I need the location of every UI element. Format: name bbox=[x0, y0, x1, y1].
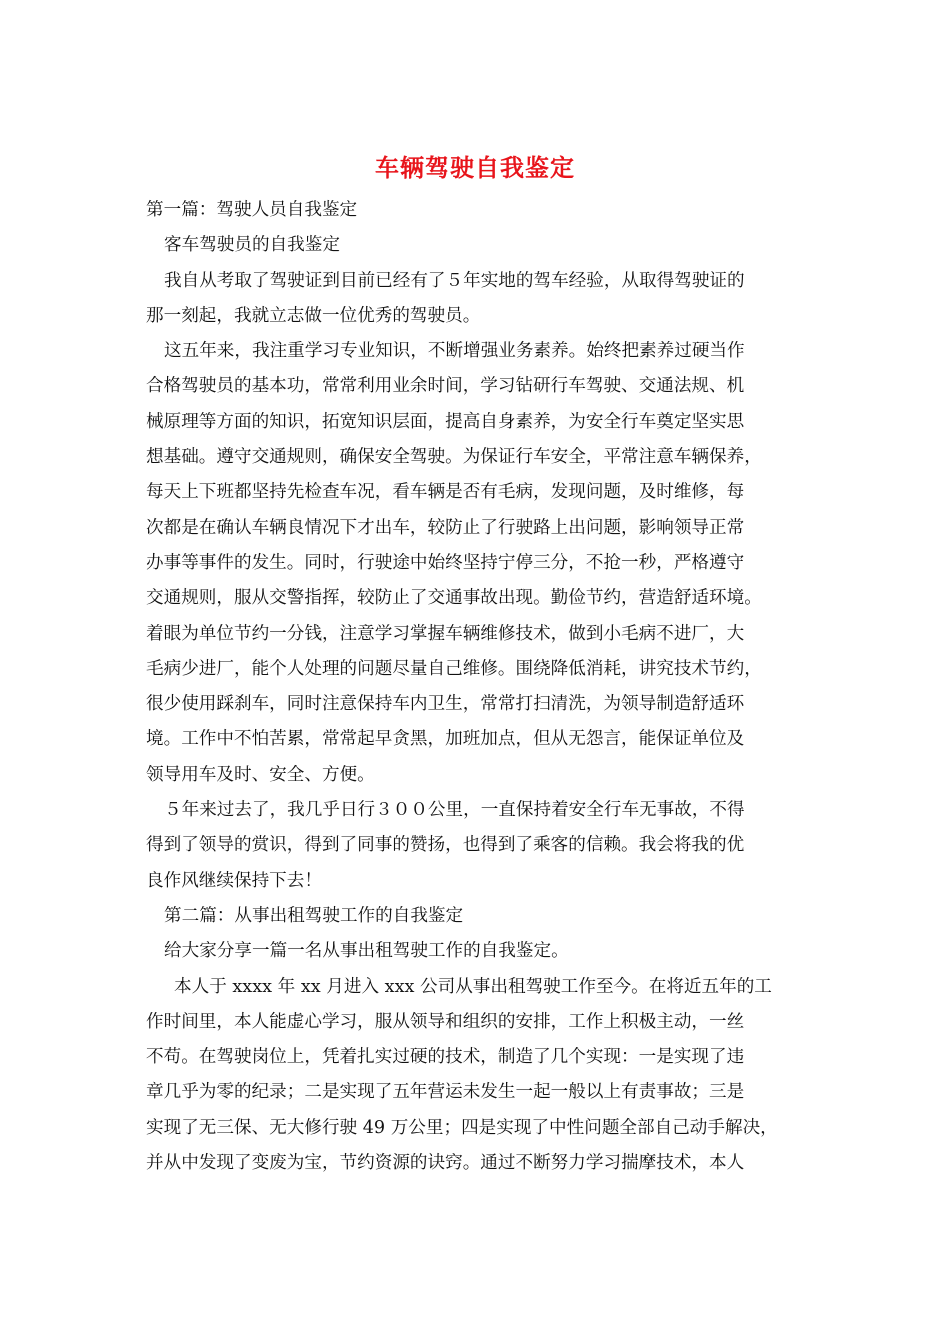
body-line: 很少使用踩刹车，同时注意保持车内卫生，常常打扫清洗，为领导制造舒适环 bbox=[146, 694, 745, 715]
body-line: 我自从考取了驾驶证到目前已经有了５年实地的驾车经验，从取得驾驶证的 bbox=[164, 270, 745, 291]
section-heading: 第二篇：从事出租驾驶工作的自我鉴定 bbox=[164, 905, 464, 926]
body-line: 客车驾驶员的自我鉴定 bbox=[164, 235, 340, 256]
body-line: 每天上下班都坚持先检查车况，看车辆是否有毛病，发现问题，及时维修，每 bbox=[146, 482, 745, 503]
body-line: 本人于 xxxx 年 xx 月进入 xxx 公司从事出租驾驶工作至今。在将近五年的工 bbox=[174, 976, 772, 997]
body-line: 良作风继续保持下去！ bbox=[146, 870, 322, 891]
body-line: 得到了领导的赏识，得到了同事的赞扬，也得到了乘客的信赖。我会将我的优 bbox=[146, 835, 745, 856]
body-line: 想基础。遵守交通规则，确保安全驾驶。为保证行车安全，平常注意车辆保养， bbox=[146, 447, 762, 468]
body-line: 办事等事件的发生。同时，行驶途中始终坚持宁停三分，不抢一秒，严格遵守 bbox=[146, 552, 745, 573]
body-line: 领导用车及时、安全、方便。 bbox=[146, 764, 375, 785]
body-line: 并从中发现了变废为宝，节约资源的诀窍。通过不断努力学习揣摩技术，本人 bbox=[146, 1153, 745, 1174]
body-line: 第一篇：驾驶人员自我鉴定 bbox=[146, 200, 358, 220]
body-line: 章几乎为零的纪录；二是实现了五年营运未发生一起一般以上有责事故；三是 bbox=[146, 1082, 745, 1103]
body-line: 次都是在确认车辆良情况下才出车，较防止了行驶路上出问题，影响领导正常 bbox=[146, 517, 745, 538]
body-line: 交通规则，服从交警指挥，较防止了交通事故出现。勤俭节约，营造舒适环境。 bbox=[146, 588, 762, 609]
body-line: 实现了无三保、无大修行驶 49 万公里；四是实现了中性问题全部自己动手解决， bbox=[146, 1117, 778, 1138]
body-line: 给大家分享一篇一名从事出租驾驶工作的自我鉴定。 bbox=[164, 941, 569, 962]
body-line: 那一刻起，我就立志做一位优秀的驾驶员。 bbox=[146, 305, 481, 326]
body-line: 合格驾驶员的基本功，常常利用业余时间，学习钻研行车驾驶、交通法规、机 bbox=[146, 376, 745, 397]
body-line: 械原理等方面的知识，拓宽知识层面，提高自身素养，为安全行车奠定坚实思 bbox=[146, 411, 745, 432]
body-line: 毛病少进厂，能个人处理的问题尽量自己维修。围绕降低消耗，讲究技术节约， bbox=[146, 658, 762, 679]
body-line: ５年来过去了，我几乎日行３００公里，一直保持着安全行车无事故，不得 bbox=[164, 800, 745, 821]
document-title: 车辆驾驶自我鉴定 bbox=[375, 153, 575, 182]
body-line: 作时间里，本人能虚心学习，服从领导和组织的安排，工作上积极主动，一丝 bbox=[146, 1011, 745, 1032]
body-line: 这五年来，我注重学习专业知识，不断增强业务素养。始终把素养过硬当作 bbox=[164, 341, 745, 362]
body-line: 境。工作中不怕苦累，常常起早贪黑，加班加点，但从无怨言，能保证单位及 bbox=[146, 729, 745, 750]
document-body bbox=[146, 193, 806, 1181]
body-line: 着眼为单位节约一分钱，注意学习掌握车辆维修技术，做到小毛病不进厂，大 bbox=[146, 623, 745, 644]
body-line: 不苟。在驾驶岗位上，凭着扎实过硬的技术，制造了几个实现：一是实现了违 bbox=[146, 1047, 745, 1068]
